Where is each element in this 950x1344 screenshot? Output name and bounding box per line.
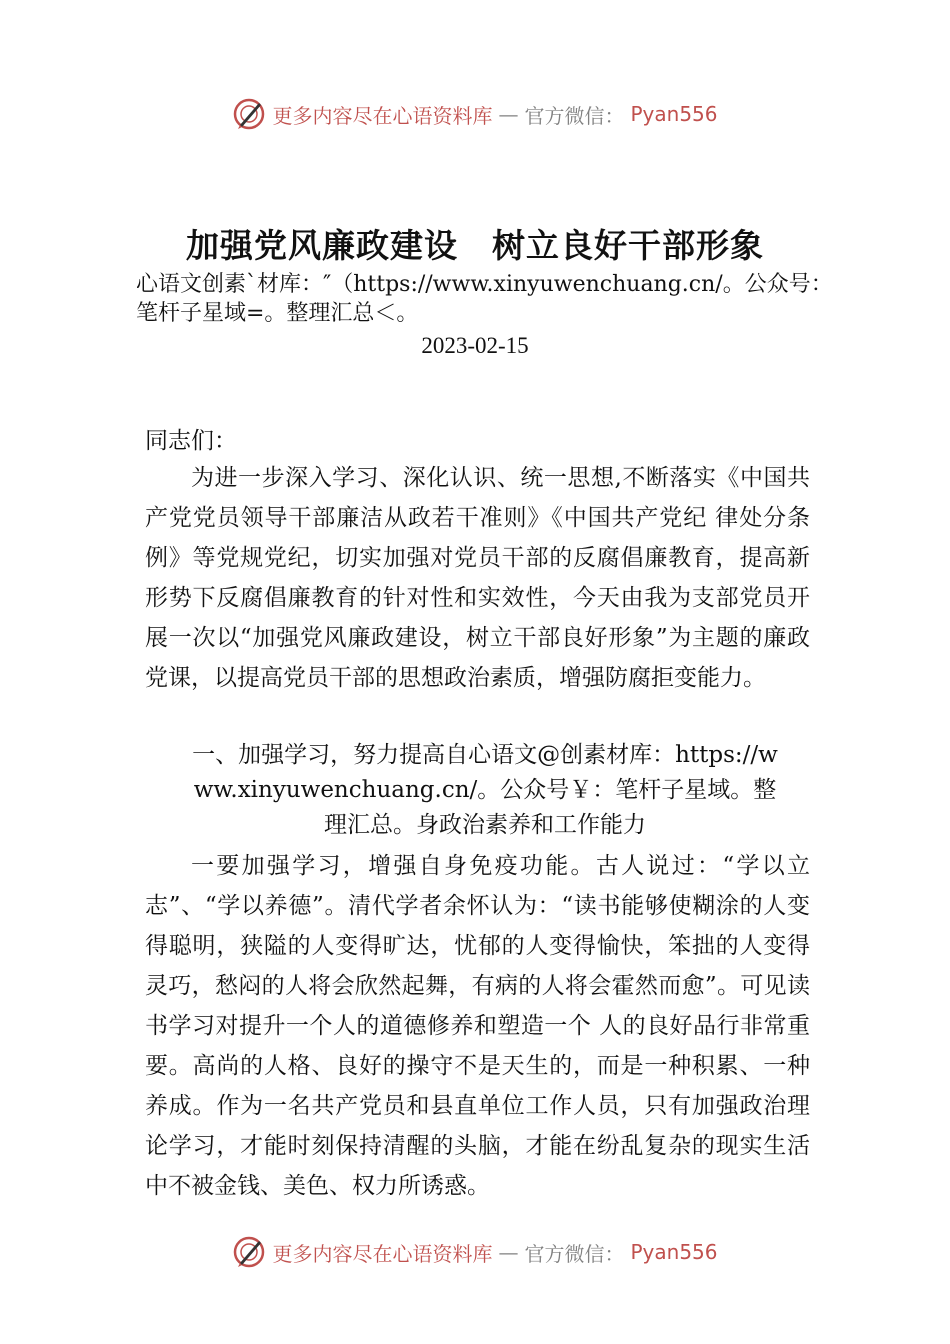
pen-logo-icon: [232, 97, 266, 131]
document-title: 加强党风廉政建设 树立良好干部形象: [186, 226, 764, 265]
banner-separator: —: [498, 1240, 519, 1264]
footer-banner: [0, 1230, 950, 1274]
banner-brand-text: 更多内容尽在心语资料库: [272, 1241, 493, 1266]
pen-logo-icon: [232, 1235, 266, 1269]
salutation: 同志们：: [145, 428, 237, 454]
document-date: 2023-02-15: [421, 333, 529, 358]
banner-wechat-label: 官方微信：: [524, 103, 625, 128]
paragraph-study: 一要加强学习，增强自身免疫功能。古人说过：“学以立志”、“学以养德”。清代学者余怀认为：“读书能够使糊涂的人变得聪明，狭隘的人变得旷达，忧郁的人变得愉快，笨拙的人变得灵巧，愁闷的人将会欣然起舞，有病的人将会霍然而愈”。可见读书学习对提升一个人的道德修养和塑造一个 人的良好品行非常重要。高尚的人格、良好的操守不是天生的，而是一种积累、一种养成。作为一名共产党员和县直单位工作人员，只有加强政治理论学习，才能时刻保持清醒的头脑，才能在纷乱复杂的现实生活中不被金钱、美色、权力所诱惑。: [145, 853, 810, 1199]
banner-separator: —: [498, 102, 519, 126]
paragraph-intro: 为进一步深入学习、深化认识、统一思想,不断落实《中国共产党党员领导干部廉洁从政若干准则》《中国共产党纪 律处分条例》等党规党纪，切实加强对党员干部的反腐倡廉教育，提高新形势下反腐倡廉教育的针对性和实效性，今天由我为支部党员开展一次以“加强党风廉政建设，树立干部良好形象”为主题的廉政党课，以提高党员干部的思想政治素质，增强防腐拒变能力。: [145, 465, 810, 691]
header-banner: [0, 92, 950, 136]
section-heading: 一、加强学习，努力提高自心语文@创素材库：https://www.xinyuwenchuang.cn/。公众号￥：笔杆子星域。整理汇总。身政治素养和工作能力: [192, 742, 778, 838]
banner-wechat-label: 官方微信：: [524, 1241, 625, 1266]
banner-brand-text: 更多内容尽在心语资料库: [272, 103, 493, 128]
banner-wechat-id: Pyan556: [630, 102, 718, 126]
source-line: 心语文创素`材库：″（https://www.xinyuwenchuang.cn/。公众号：笔杆子星域=。整理汇总＜。: [136, 272, 833, 326]
banner-wechat-id: Pyan556: [630, 1240, 718, 1264]
